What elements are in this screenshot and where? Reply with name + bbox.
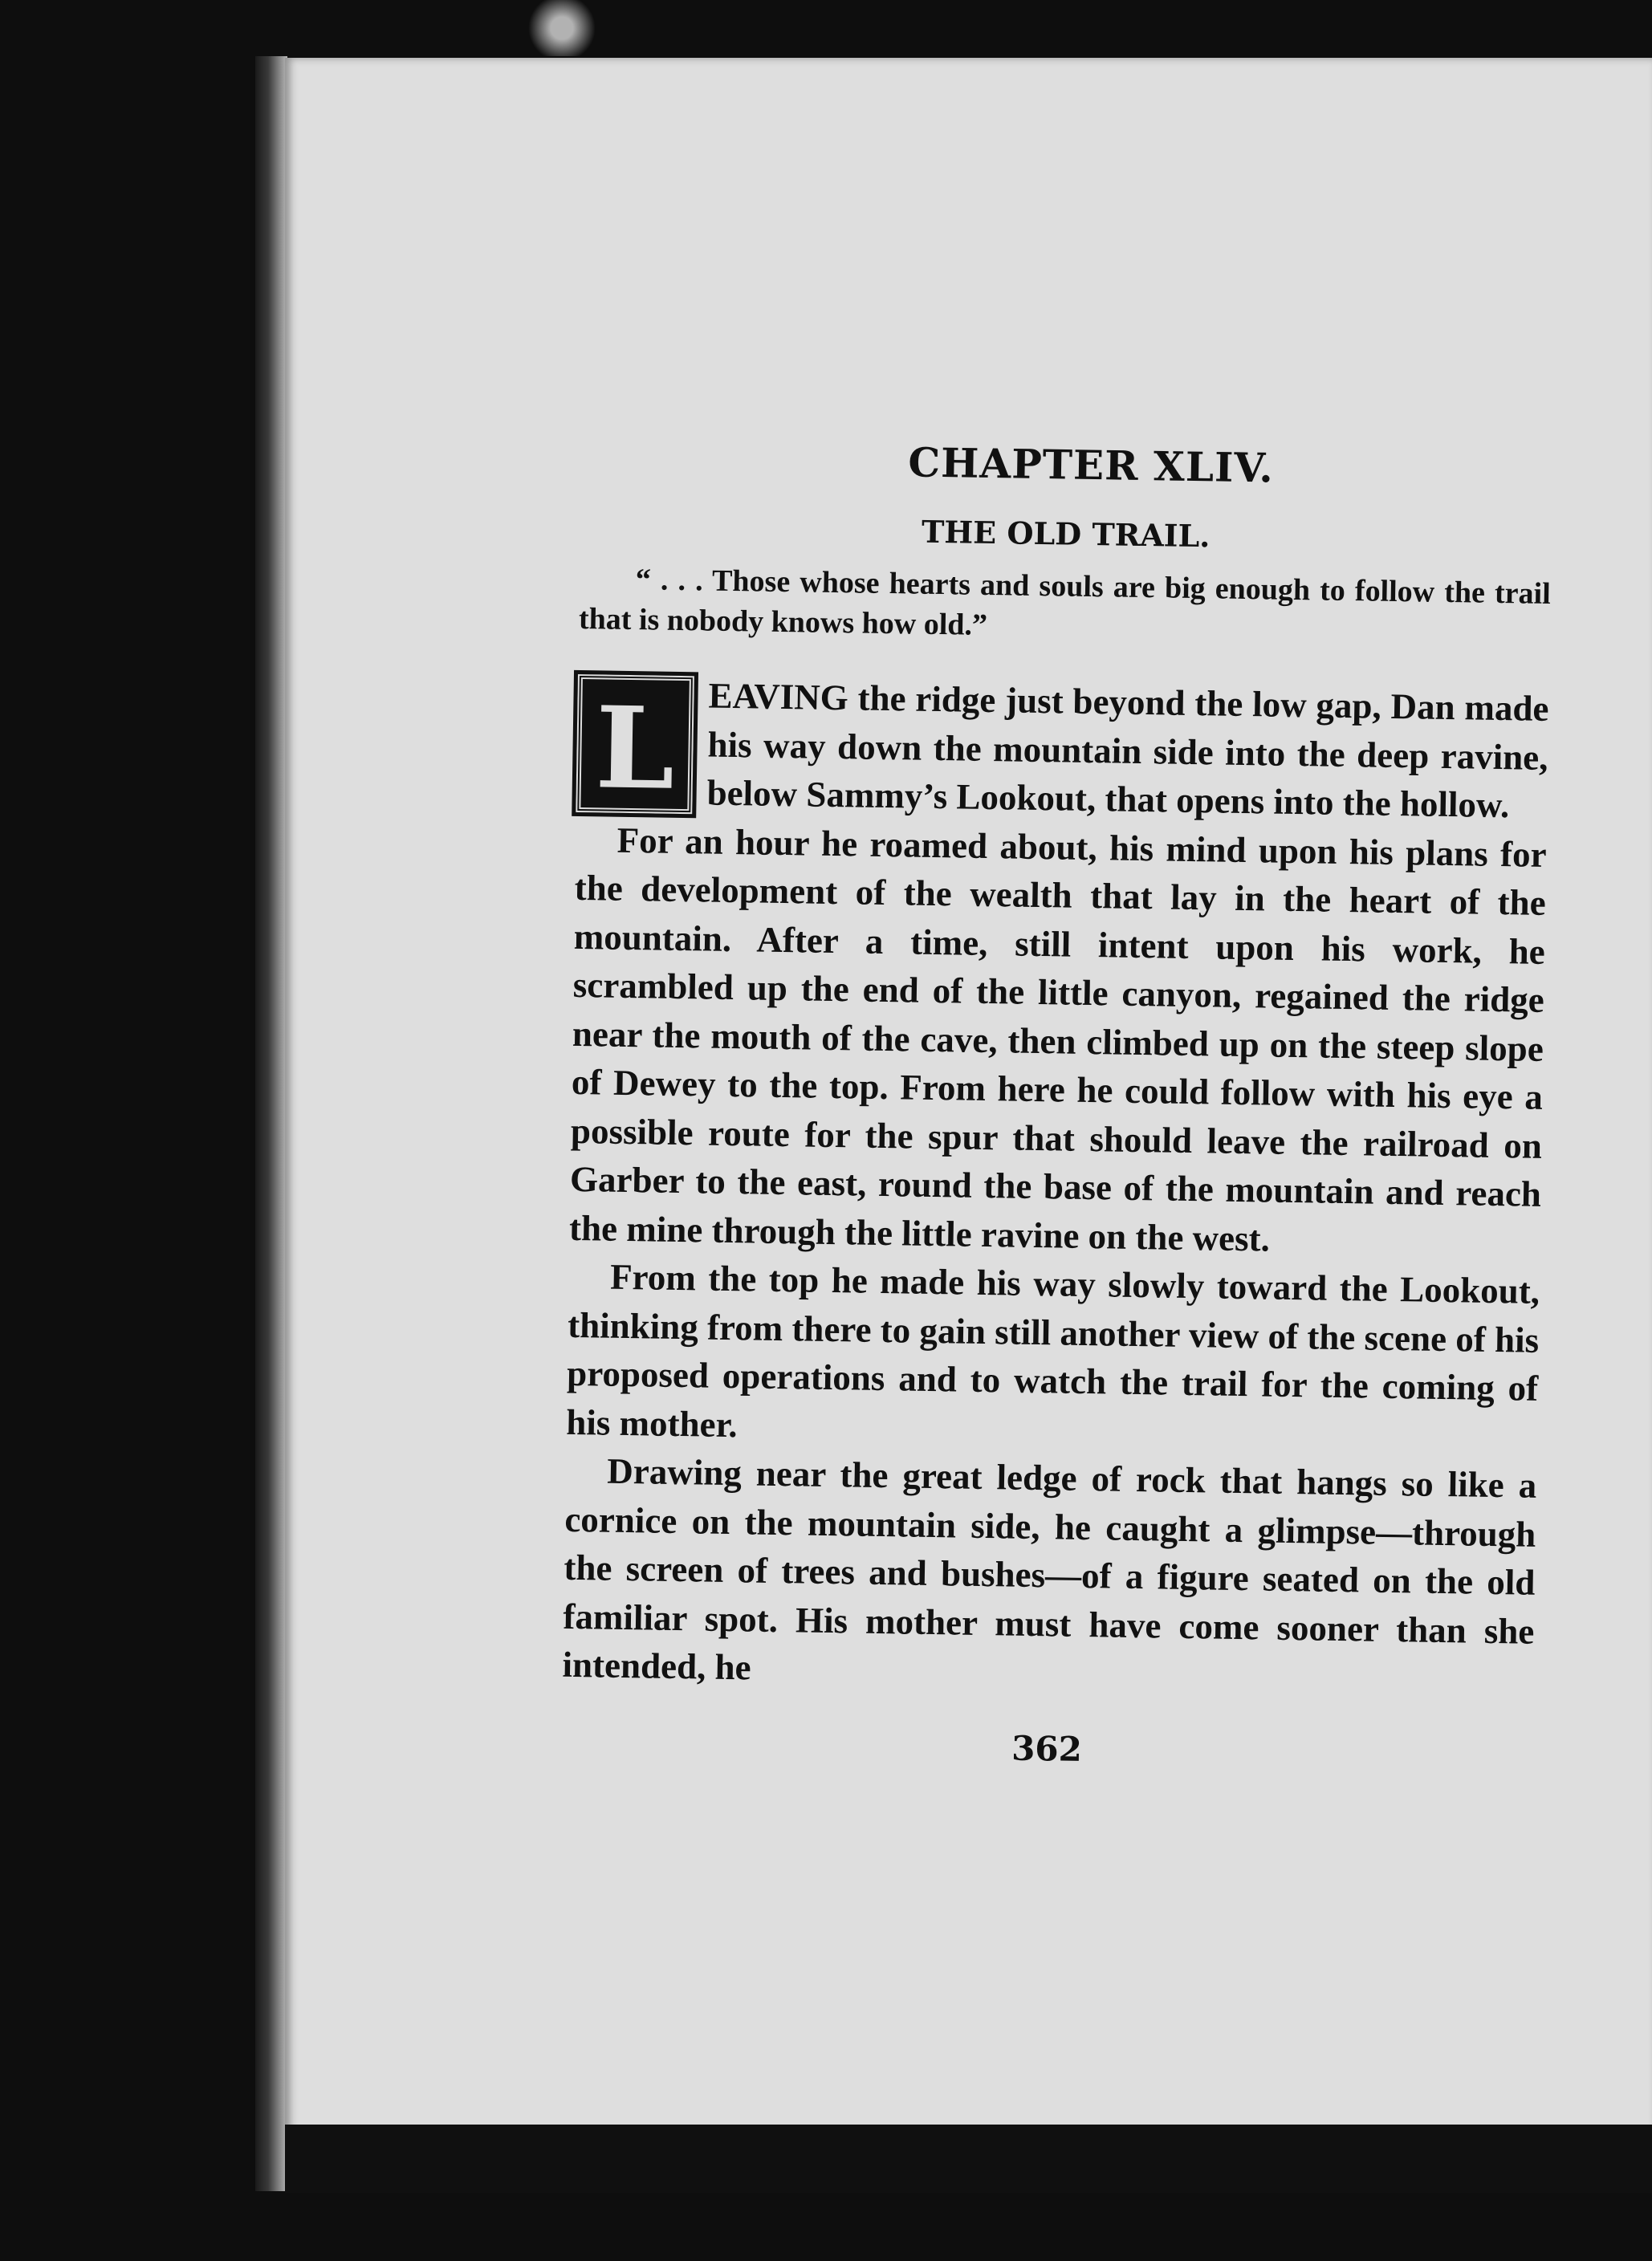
paragraph-4 [562, 1446, 1537, 1704]
page-number: 362 [1011, 1728, 1083, 1769]
drop-cap-initial: L [576, 674, 694, 814]
scan-artifact [514, 0, 610, 56]
book-spine-edge [255, 56, 287, 2191]
chapter-heading: CHAPTER XLIV. [907, 438, 1275, 492]
paragraph-3 [566, 1252, 1540, 1462]
epigraph [579, 559, 1551, 654]
chapter-subtitle: THE OLD TRAIL. [921, 513, 1211, 555]
epigraph-text: “ . . . Those whose hearts and souls are big enough to follow the trail that is nobody knows how old.” [578, 563, 1552, 642]
paragraph-1 [576, 669, 1549, 830]
scan-bottom-border [285, 2125, 1652, 2193]
paragraph-2 [569, 815, 1547, 1267]
paragraph-3-text: From the top he made his way slowly toward the Lookout, thinking from there to gain still another view of the scene of his proposed operations and to watch the trail for the coming of his mother. [565, 1256, 1540, 1445]
paragraph-1-text: EAVING the ridge just beyond the low gap, Dan made his way down the mountain side into the deep ravine, below Sammy’s Lookout, that opens into the hollow. [706, 675, 1549, 826]
paragraph-4-text: Drawing near the great ledge of rock that hangs so like a cornice on the mountain side, he caught a glimpse—through the screen of trees and bushes—of a figure seated on the old familiar spot. His mother must have come sooner than she intended, he [562, 1450, 1537, 1688]
page-text-block [561, 417, 1553, 1775]
paragraph-2-text: For an hour he roamed about, his mind upon his plans for the development of the wealth that lay in the heart of the mountain. After a time, still intent upon his work, he scrambled up the end of the little canyon, regained the ridge near the mouth of the cave, then climbed up on the steep slope of Dewey to the top. From here he could follow with his eye a possible route for the spur that should leave the railroad on Garber to the east, round the base of the mountain and reach the mine through the little ravine on the west. [568, 819, 1547, 1259]
